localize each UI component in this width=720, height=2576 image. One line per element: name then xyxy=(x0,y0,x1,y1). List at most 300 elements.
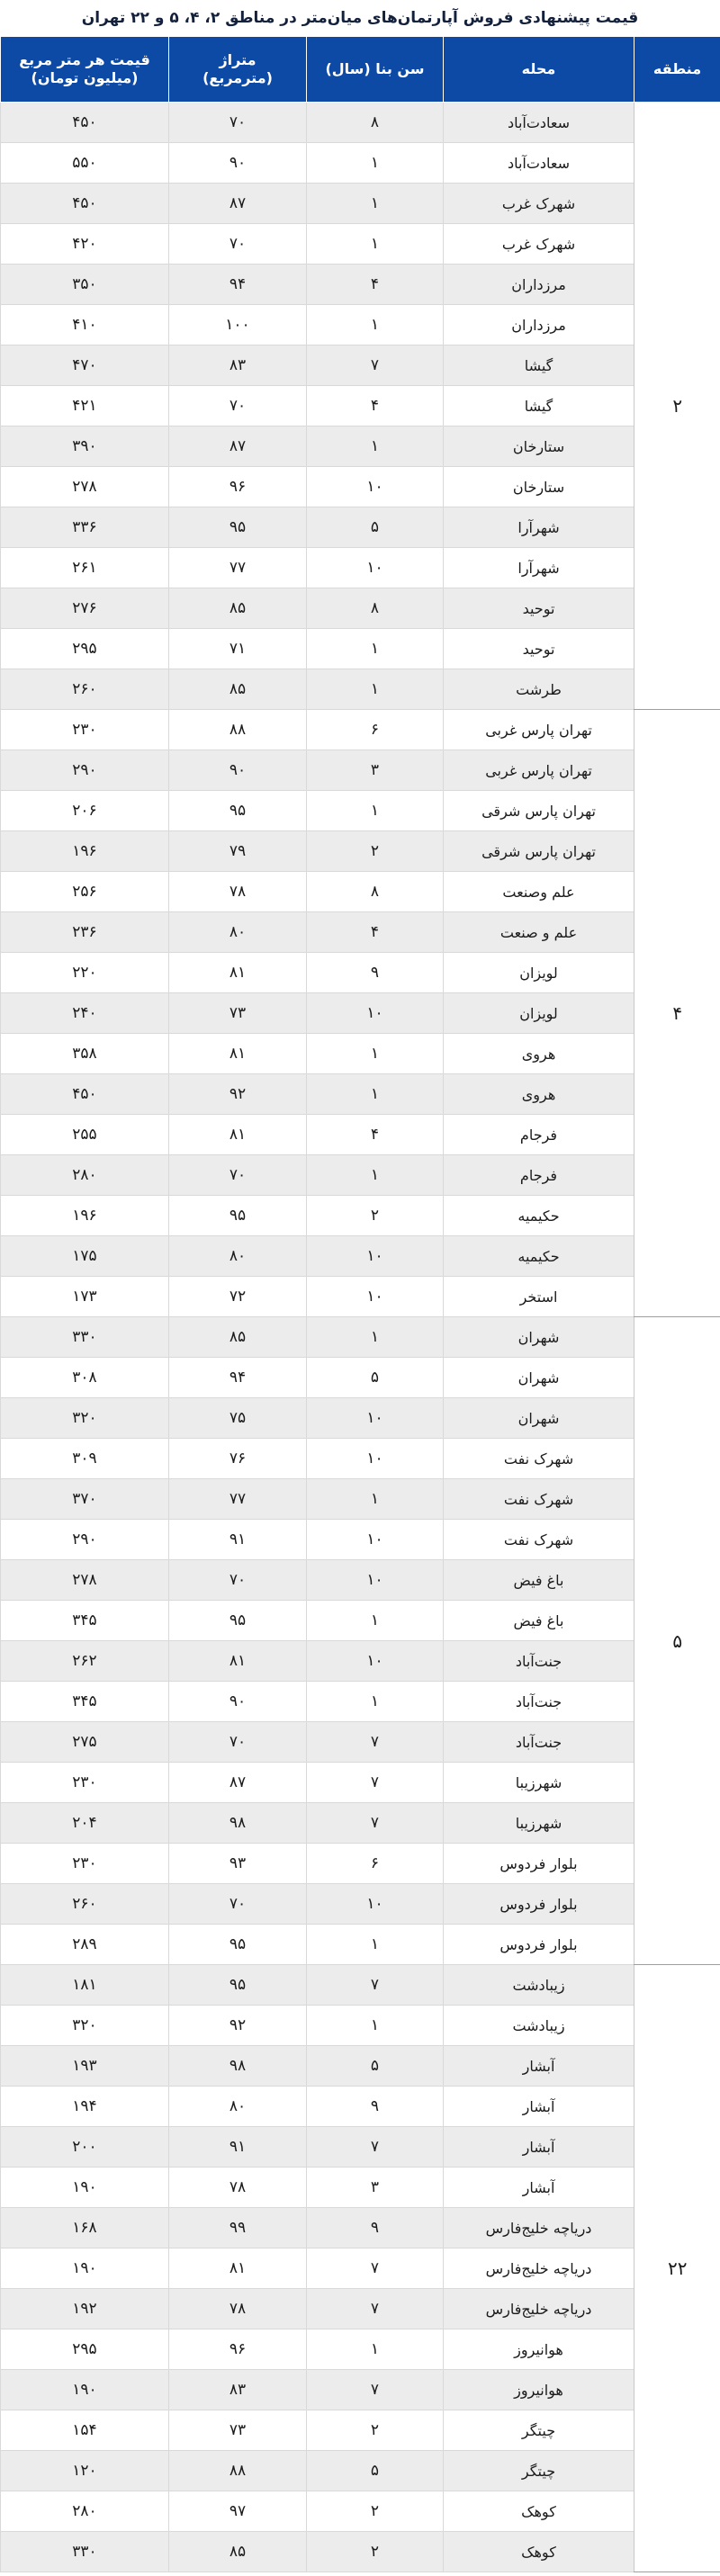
neighborhood-cell: تهران پارس شرقی xyxy=(444,791,634,831)
area-cell: ۸۱ xyxy=(169,953,307,993)
area-cell: ۷۰ xyxy=(169,386,307,426)
neighborhood-cell: باغ فیض xyxy=(444,1601,634,1641)
price-cell: ۲۵۶ xyxy=(1,872,169,912)
area-cell: ۹۳ xyxy=(169,1844,307,1884)
price-table xyxy=(0,36,720,2572)
table-row xyxy=(1,872,720,912)
area-cell: ۹۵ xyxy=(169,1601,307,1641)
area-cell: ۹۰ xyxy=(169,1682,307,1722)
header-area-line2: (مترمربع) xyxy=(202,69,273,86)
area-cell: ۹۵ xyxy=(169,1965,307,2006)
age-cell: ۴ xyxy=(307,265,444,305)
price-cell: ۴۵۰ xyxy=(1,103,169,143)
age-cell: ۹ xyxy=(307,2208,444,2248)
area-cell: ۸۱ xyxy=(169,1034,307,1074)
age-cell: ۱۰ xyxy=(307,1641,444,1682)
table-row xyxy=(1,912,720,953)
area-cell: ۷۷ xyxy=(169,548,307,588)
age-cell: ۷ xyxy=(307,1763,444,1803)
header-area-line1: متراژ xyxy=(219,51,256,68)
table-row xyxy=(1,2451,720,2491)
neighborhood-cell: شهرآرا xyxy=(444,507,634,548)
age-cell: ۱ xyxy=(307,1155,444,1196)
age-cell: ۷ xyxy=(307,2248,444,2289)
neighborhood-cell: بلوار فردوس xyxy=(444,1844,634,1884)
price-cell: ۲۰۰ xyxy=(1,2127,169,2168)
district-cell: ۴ xyxy=(634,710,720,1317)
neighborhood-cell: شهرزیبا xyxy=(444,1803,634,1844)
table-row xyxy=(1,1317,720,1358)
neighborhood-cell: توحید xyxy=(444,588,634,629)
age-cell: ۷ xyxy=(307,1803,444,1844)
age-cell: ۴ xyxy=(307,386,444,426)
neighborhood-cell: شهرک نفت xyxy=(444,1479,634,1520)
area-cell: ۹۱ xyxy=(169,2127,307,2168)
price-cell: ۱۷۳ xyxy=(1,1277,169,1317)
table-row xyxy=(1,1074,720,1115)
price-cell: ۱۶۸ xyxy=(1,2208,169,2248)
neighborhood-cell: لویزان xyxy=(444,953,634,993)
price-cell: ۳۰۹ xyxy=(1,1439,169,1479)
price-cell: ۲۰۶ xyxy=(1,791,169,831)
table-row xyxy=(1,1196,720,1236)
age-cell: ۷ xyxy=(307,2127,444,2168)
price-cell: ۲۶۰ xyxy=(1,1884,169,1925)
price-cell: ۲۷۵ xyxy=(1,1722,169,1763)
table-row xyxy=(1,2289,720,2329)
area-cell: ۸۷ xyxy=(169,1763,307,1803)
neighborhood-cell: لویزان xyxy=(444,993,634,1034)
price-cell: ۱۹۲ xyxy=(1,2289,169,2329)
table-row xyxy=(1,2248,720,2289)
neighborhood-cell: توحید xyxy=(444,629,634,669)
table-row xyxy=(1,467,720,507)
age-cell: ۲ xyxy=(307,2532,444,2572)
age-cell: ۱ xyxy=(307,305,444,346)
area-cell: ۸۳ xyxy=(169,346,307,386)
price-cell: ۱۹۰ xyxy=(1,2370,169,2410)
price-cell: ۴۲۱ xyxy=(1,386,169,426)
area-cell: ۹۴ xyxy=(169,1358,307,1398)
price-cell: ۳۴۵ xyxy=(1,1601,169,1641)
header-district: منطقه xyxy=(634,37,720,103)
table-row xyxy=(1,1034,720,1074)
area-cell: ۹۸ xyxy=(169,1803,307,1844)
neighborhood-cell: کوهک xyxy=(444,2491,634,2532)
neighborhood-cell: هوانیروز xyxy=(444,2329,634,2370)
age-cell: ۴ xyxy=(307,912,444,953)
area-cell: ۷۶ xyxy=(169,1439,307,1479)
age-cell: ۱ xyxy=(307,669,444,710)
header-row xyxy=(1,37,720,103)
age-cell: ۷ xyxy=(307,346,444,386)
price-cell: ۳۴۵ xyxy=(1,1682,169,1722)
table-row xyxy=(1,346,720,386)
header-price-line1: قیمت هر متر مربع xyxy=(19,51,150,68)
neighborhood-cell: شهرآرا xyxy=(444,548,634,588)
table-row xyxy=(1,1520,720,1560)
area-cell: ۸۵ xyxy=(169,1317,307,1358)
area-cell: ۸۰ xyxy=(169,1236,307,1277)
area-cell: ۹۰ xyxy=(169,750,307,791)
area-cell: ۹۹ xyxy=(169,2208,307,2248)
area-cell: ۷۰ xyxy=(169,1155,307,1196)
price-cell: ۱۲۰ xyxy=(1,2451,169,2491)
table-row xyxy=(1,669,720,710)
price-cell: ۱۹۶ xyxy=(1,831,169,872)
neighborhood-cell: کوهک xyxy=(444,2532,634,2572)
table-row xyxy=(1,1155,720,1196)
table-row xyxy=(1,1439,720,1479)
area-cell: ۷۸ xyxy=(169,2289,307,2329)
table-row xyxy=(1,1682,720,1722)
price-cell: ۴۵۰ xyxy=(1,184,169,224)
area-cell: ۷۳ xyxy=(169,993,307,1034)
age-cell: ۱ xyxy=(307,1074,444,1115)
neighborhood-cell: علم وصنعت xyxy=(444,872,634,912)
table-row xyxy=(1,1925,720,1965)
age-cell: ۱ xyxy=(307,224,444,265)
neighborhood-cell: شهرزیبا xyxy=(444,1763,634,1803)
price-cell: ۲۶۰ xyxy=(1,669,169,710)
age-cell: ۲ xyxy=(307,2491,444,2532)
price-cell: ۳۳۰ xyxy=(1,2532,169,2572)
price-cell: ۴۷۰ xyxy=(1,346,169,386)
age-cell: ۱۰ xyxy=(307,1439,444,1479)
table-row xyxy=(1,1844,720,1884)
neighborhood-cell: شهران xyxy=(444,1358,634,1398)
table-row xyxy=(1,1236,720,1277)
neighborhood-cell: سعادت‌آباد xyxy=(444,103,634,143)
age-cell: ۷ xyxy=(307,1722,444,1763)
price-cell: ۲۹۰ xyxy=(1,1520,169,1560)
age-cell: ۵ xyxy=(307,1358,444,1398)
price-cell: ۲۷۶ xyxy=(1,588,169,629)
header-age: سن بنا (سال) xyxy=(307,37,444,103)
neighborhood-cell: جنت‌آباد xyxy=(444,1641,634,1682)
table-row xyxy=(1,143,720,184)
price-cell: ۱۹۰ xyxy=(1,2248,169,2289)
area-cell: ۹۸ xyxy=(169,2046,307,2087)
table-row xyxy=(1,1803,720,1844)
area-cell: ۸۵ xyxy=(169,588,307,629)
price-cell: ۲۵۵ xyxy=(1,1115,169,1155)
neighborhood-cell: مرزداران xyxy=(444,305,634,346)
price-cell: ۲۷۸ xyxy=(1,1560,169,1601)
table-row xyxy=(1,953,720,993)
table-row xyxy=(1,588,720,629)
neighborhood-cell: دریاچه خلیج‌فارس xyxy=(444,2248,634,2289)
area-cell: ۷۷ xyxy=(169,1479,307,1520)
neighborhood-cell: هروی xyxy=(444,1074,634,1115)
price-cell: ۱۹۶ xyxy=(1,1196,169,1236)
neighborhood-cell: گیشا xyxy=(444,386,634,426)
table-row xyxy=(1,1722,720,1763)
area-cell: ۹۶ xyxy=(169,2329,307,2370)
table-row xyxy=(1,2046,720,2087)
neighborhood-cell: جنت‌آباد xyxy=(444,1682,634,1722)
table-row xyxy=(1,1398,720,1439)
age-cell: ۸ xyxy=(307,872,444,912)
table-row xyxy=(1,1479,720,1520)
table-row xyxy=(1,831,720,872)
age-cell: ۱ xyxy=(307,1317,444,1358)
neighborhood-cell: بلوار فردوس xyxy=(444,1925,634,1965)
page-title: قیمت پیشنهادی فروش آپارتمان‌های میان‌متر در مناطق ۲، ۴، ۵ و ۲۲ تهران xyxy=(0,0,720,36)
neighborhood-cell: شهران xyxy=(444,1398,634,1439)
neighborhood-cell: مرزداران xyxy=(444,265,634,305)
price-cell: ۳۳۶ xyxy=(1,507,169,548)
table-row xyxy=(1,2127,720,2168)
age-cell: ۱۰ xyxy=(307,1884,444,1925)
neighborhood-cell: شهران xyxy=(444,1317,634,1358)
neighborhood-cell: هوانیروز xyxy=(444,2370,634,2410)
table-row xyxy=(1,1641,720,1682)
area-cell: ۹۲ xyxy=(169,2006,307,2046)
age-cell: ۷ xyxy=(307,2370,444,2410)
neighborhood-cell: دریاچه خلیج‌فارس xyxy=(444,2289,634,2329)
price-cell: ۱۵۴ xyxy=(1,2410,169,2451)
area-cell: ۸۷ xyxy=(169,184,307,224)
age-cell: ۸ xyxy=(307,588,444,629)
table-row xyxy=(1,2329,720,2370)
district-cell: ۵ xyxy=(634,1317,720,1965)
area-cell: ۷۵ xyxy=(169,1398,307,1439)
neighborhood-cell: شهرک نفت xyxy=(444,1520,634,1560)
table-row xyxy=(1,2410,720,2451)
neighborhood-cell: چیتگر xyxy=(444,2451,634,2491)
area-cell: ۹۵ xyxy=(169,1196,307,1236)
price-cell: ۲۸۰ xyxy=(1,1155,169,1196)
age-cell: ۱ xyxy=(307,2006,444,2046)
table-row xyxy=(1,710,720,750)
age-cell: ۵ xyxy=(307,2046,444,2087)
price-cell: ۲۰۴ xyxy=(1,1803,169,1844)
area-cell: ۹۰ xyxy=(169,143,307,184)
table-row xyxy=(1,1358,720,1398)
table-row xyxy=(1,2532,720,2572)
area-cell: ۸۵ xyxy=(169,2532,307,2572)
area-cell: ۹۲ xyxy=(169,1074,307,1115)
age-cell: ۱۰ xyxy=(307,993,444,1034)
age-cell: ۱ xyxy=(307,143,444,184)
area-cell: ۸۵ xyxy=(169,669,307,710)
age-cell: ۱۰ xyxy=(307,1520,444,1560)
age-cell: ۱۰ xyxy=(307,548,444,588)
price-cell: ۲۴۰ xyxy=(1,993,169,1034)
price-cell: ۲۶۲ xyxy=(1,1641,169,1682)
header-price-line2: (میلیون تومان) xyxy=(31,69,139,86)
table-row xyxy=(1,265,720,305)
price-cell: ۴۲۰ xyxy=(1,224,169,265)
age-cell: ۲ xyxy=(307,2410,444,2451)
neighborhood-cell: آبشار xyxy=(444,2087,634,2127)
neighborhood-cell: جنت‌آباد xyxy=(444,1722,634,1763)
neighborhood-cell: آبشار xyxy=(444,2168,634,2208)
area-cell: ۷۲ xyxy=(169,1277,307,1317)
neighborhood-cell: حکیمیه xyxy=(444,1196,634,1236)
table-row xyxy=(1,548,720,588)
area-cell: ۹۵ xyxy=(169,507,307,548)
neighborhood-cell: آبشار xyxy=(444,2046,634,2087)
age-cell: ۷ xyxy=(307,1965,444,2006)
district-cell: ۲ xyxy=(634,103,720,710)
neighborhood-cell: تهران پارس شرقی xyxy=(444,831,634,872)
neighborhood-cell: شهرک غرب xyxy=(444,224,634,265)
neighborhood-cell: زیبادشت xyxy=(444,2006,634,2046)
area-cell: ۹۷ xyxy=(169,2491,307,2532)
price-cell: ۲۳۰ xyxy=(1,1763,169,1803)
price-cell: ۱۸۱ xyxy=(1,1965,169,2006)
age-cell: ۱ xyxy=(307,1479,444,1520)
neighborhood-cell: استخر xyxy=(444,1277,634,1317)
age-cell: ۱ xyxy=(307,1682,444,1722)
neighborhood-cell: تهران پارس غربی xyxy=(444,750,634,791)
table-row xyxy=(1,507,720,548)
area-cell: ۷۰ xyxy=(169,1884,307,1925)
price-cell: ۱۷۵ xyxy=(1,1236,169,1277)
area-cell: ۷۰ xyxy=(169,224,307,265)
price-cell: ۲۳۶ xyxy=(1,912,169,953)
table-body xyxy=(1,103,720,2572)
price-cell: ۲۹۵ xyxy=(1,2329,169,2370)
table-row xyxy=(1,305,720,346)
neighborhood-cell: چیتگر xyxy=(444,2410,634,2451)
age-cell: ۹ xyxy=(307,2087,444,2127)
header-area xyxy=(169,37,307,103)
price-cell: ۳۹۰ xyxy=(1,426,169,467)
area-cell: ۸۳ xyxy=(169,2370,307,2410)
neighborhood-cell: ستارخان xyxy=(444,426,634,467)
table-row xyxy=(1,224,720,265)
table-row xyxy=(1,2370,720,2410)
age-cell: ۱ xyxy=(307,1601,444,1641)
neighborhood-cell: تهران پارس غربی xyxy=(444,710,634,750)
age-cell: ۷ xyxy=(307,2289,444,2329)
table-row xyxy=(1,629,720,669)
price-cell: ۱۹۴ xyxy=(1,2087,169,2127)
price-cell: ۲۹۵ xyxy=(1,629,169,669)
table-row xyxy=(1,2208,720,2248)
age-cell: ۳ xyxy=(307,750,444,791)
table-row xyxy=(1,2168,720,2208)
area-cell: ۸۱ xyxy=(169,1115,307,1155)
area-cell: ۷۸ xyxy=(169,2168,307,2208)
age-cell: ۵ xyxy=(307,507,444,548)
neighborhood-cell: باغ فیض xyxy=(444,1560,634,1601)
age-cell: ۸ xyxy=(307,103,444,143)
area-cell: ۸۰ xyxy=(169,2087,307,2127)
table-row xyxy=(1,1277,720,1317)
area-cell: ۸۸ xyxy=(169,2451,307,2491)
neighborhood-cell: شهرک نفت xyxy=(444,1439,634,1479)
price-cell: ۲۳۰ xyxy=(1,710,169,750)
neighborhood-cell: دریاچه خلیج‌فارس xyxy=(444,2208,634,2248)
age-cell: ۱ xyxy=(307,2329,444,2370)
neighborhood-cell: آبشار xyxy=(444,2127,634,2168)
table-row xyxy=(1,1560,720,1601)
table-row xyxy=(1,2491,720,2532)
price-cell: ۳۰۸ xyxy=(1,1358,169,1398)
neighborhood-cell: طرشت xyxy=(444,669,634,710)
area-cell: ۱۰۰ xyxy=(169,305,307,346)
table-row xyxy=(1,184,720,224)
age-cell: ۴ xyxy=(307,1115,444,1155)
neighborhood-cell: حکیمیه xyxy=(444,1236,634,1277)
area-cell: ۷۹ xyxy=(169,831,307,872)
age-cell: ۱۰ xyxy=(307,1236,444,1277)
area-cell: ۹۱ xyxy=(169,1520,307,1560)
table-row xyxy=(1,750,720,791)
age-cell: ۱۰ xyxy=(307,1560,444,1601)
table-row xyxy=(1,1763,720,1803)
age-cell: ۶ xyxy=(307,710,444,750)
age-cell: ۲ xyxy=(307,1196,444,1236)
neighborhood-cell: فرجام xyxy=(444,1155,634,1196)
table-row xyxy=(1,426,720,467)
neighborhood-cell: سعادت‌آباد xyxy=(444,143,634,184)
price-cell: ۳۵۸ xyxy=(1,1034,169,1074)
table-row xyxy=(1,2006,720,2046)
district-cell: ۲۲ xyxy=(634,1965,720,2572)
area-cell: ۸۱ xyxy=(169,2248,307,2289)
price-cell: ۲۸۰ xyxy=(1,2491,169,2532)
age-cell: ۶ xyxy=(307,1844,444,1884)
header-price xyxy=(1,37,169,103)
area-cell: ۷۰ xyxy=(169,103,307,143)
area-cell: ۸۰ xyxy=(169,912,307,953)
age-cell: ۱ xyxy=(307,629,444,669)
table-row xyxy=(1,1884,720,1925)
area-cell: ۹۶ xyxy=(169,467,307,507)
neighborhood-cell: شهرک غرب xyxy=(444,184,634,224)
neighborhood-cell: گیشا xyxy=(444,346,634,386)
table-row xyxy=(1,1601,720,1641)
price-cell: ۵۵۰ xyxy=(1,143,169,184)
area-cell: ۹۵ xyxy=(169,791,307,831)
area-cell: ۹۵ xyxy=(169,1925,307,1965)
age-cell: ۱ xyxy=(307,426,444,467)
price-cell: ۳۷۰ xyxy=(1,1479,169,1520)
age-cell: ۱ xyxy=(307,1925,444,1965)
area-cell: ۷۱ xyxy=(169,629,307,669)
age-cell: ۱ xyxy=(307,184,444,224)
neighborhood-cell: بلوار فردوس xyxy=(444,1884,634,1925)
area-cell: ۷۸ xyxy=(169,872,307,912)
area-cell: ۷۰ xyxy=(169,1722,307,1763)
table-row xyxy=(1,993,720,1034)
price-cell: ۲۲۰ xyxy=(1,953,169,993)
area-cell: ۸۱ xyxy=(169,1641,307,1682)
price-cell: ۴۵۰ xyxy=(1,1074,169,1115)
area-cell: ۷۰ xyxy=(169,1560,307,1601)
age-cell: ۳ xyxy=(307,2168,444,2208)
price-cell: ۳۳۰ xyxy=(1,1317,169,1358)
age-cell: ۱۰ xyxy=(307,1277,444,1317)
price-cell: ۲۶۱ xyxy=(1,548,169,588)
price-cell: ۲۸۹ xyxy=(1,1925,169,1965)
price-cell: ۳۵۰ xyxy=(1,265,169,305)
table-row xyxy=(1,791,720,831)
area-cell: ۸۸ xyxy=(169,710,307,750)
neighborhood-cell: هروی xyxy=(444,1034,634,1074)
price-cell: ۴۱۰ xyxy=(1,305,169,346)
neighborhood-cell: زیبادشت xyxy=(444,1965,634,2006)
table-row xyxy=(1,103,720,143)
price-cell: ۳۲۰ xyxy=(1,1398,169,1439)
header-neighborhood: محله xyxy=(444,37,634,103)
age-cell: ۱ xyxy=(307,1034,444,1074)
